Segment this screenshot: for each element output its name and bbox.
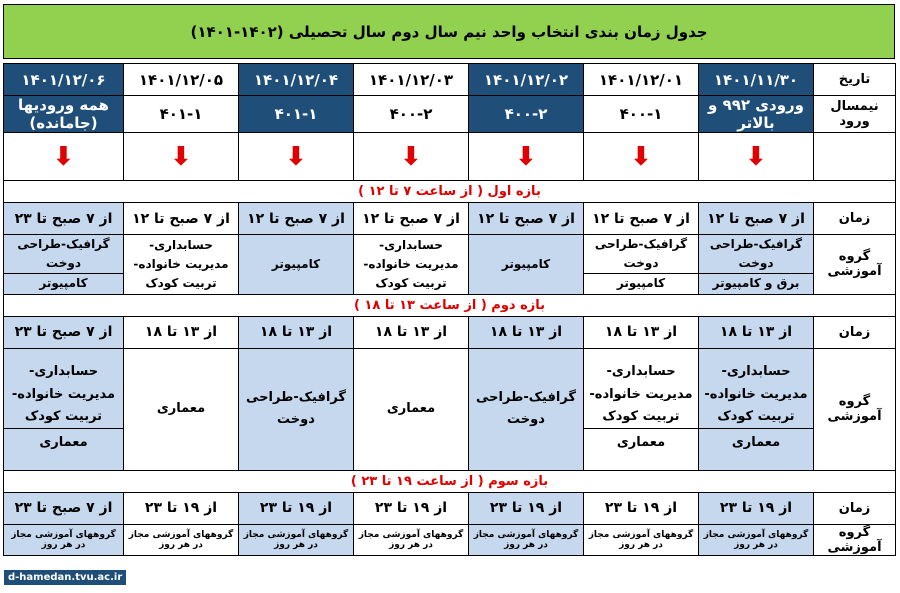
group-entry: گرافیک-طراحی دوخت [594,237,688,271]
group-entry: حسابداری- مدیریت خانواده- تربیت کودک [589,364,693,424]
semester-cell: ۴۰۱-۱ [239,96,354,133]
time-cell: از ۱۳ تا ۱۸ [239,316,354,348]
time-cell: از ۷ صبح تا ۱۲ [239,203,354,235]
period-band: بازه سوم ( از ساعت ۱۹ تا ۲۳ ) [4,470,896,492]
down-arrow-icon: ⬇ [285,141,307,172]
time-cell: از ۷ صبح تا ۲۳ [4,203,124,235]
group-cell [4,524,124,555]
time-cell: از ۱۹ تا ۲۳ [699,492,814,524]
date-cell: ۱۴۰۱/۱۲/۰۱ [584,64,699,96]
arrow-cell [354,133,469,181]
group-cell [469,524,584,555]
time-cell: از ۱۹ تا ۲۳ [469,492,584,524]
group-entry: برق و کامپیوتر [699,273,813,293]
time-cell: از ۷ صبح تا ۱۲ [124,203,239,235]
group-cell [124,524,239,555]
time-cell: از ۷ صبح تا ۲۳ [4,492,124,524]
group-entry: معماری [386,401,436,417]
group-entry: گروههای آموزشی مجاز در هر روز [473,529,579,550]
group-row [4,235,896,295]
semester-cell: ورودی ۹۹۲ و بالاتر [699,96,814,133]
semester-label: نیمسال ورود [814,96,896,133]
group-cell [699,524,814,555]
group-entry: حسابداری- مدیریت خانواده- تربیت کودک [133,237,229,290]
semester-cell: ۴۰۰-۲ [469,96,584,133]
group-entry: کامپیوتر [584,273,698,293]
group-cell [124,235,239,295]
group-cell [584,348,699,470]
time-cell: از ۷ صبح تا ۱۲ [354,203,469,235]
group-entry: گروههای آموزشی مجاز در هر روز [128,529,234,550]
time-row [4,316,896,348]
group-label: گروه آموزشی [814,348,896,470]
time-row [4,492,896,524]
group-cell [354,348,469,470]
down-arrow-icon: ⬇ [400,141,422,172]
down-arrow-icon: ⬇ [515,141,537,172]
date-cell: ۱۴۰۱/۱۲/۰۶ [4,64,124,96]
down-arrow-icon: ⬇ [745,141,767,172]
semester-cell: ۴۰۰-۱ [584,96,699,133]
down-arrow-icon: ⬇ [52,141,75,172]
semester-cell: همه ورودیها (جامانده) [4,96,124,133]
group-entry: حسابداری- مدیریت خانواده- تربیت کودک [363,237,459,290]
time-cell: از ۷ صبح تا ۱۲ [699,203,814,235]
period-band-row [4,470,896,492]
group-cell [469,235,584,295]
group-cell [699,348,814,470]
group-entry: گرافیک-طراحی دوخت [476,389,576,428]
time-cell: از ۱۹ تا ۲۳ [124,492,239,524]
arrow-cell [4,133,124,181]
group-cell [239,348,354,470]
time-cell: از ۷ صبح تا ۱۲ [469,203,584,235]
down-arrow-icon: ⬇ [170,141,192,172]
period-band-row [4,294,896,316]
group-cell [4,235,124,295]
arrow-cell [699,133,814,181]
arrow-row [4,133,896,181]
semester-row [4,96,896,133]
time-label: زمان [814,492,896,524]
group-label: گروه آموزشی [814,235,896,295]
page-title: جدول زمان بندی انتخاب واحد نیم سال دوم سال تحصیلی (۱۴۰۲-۱۴۰۱) [3,4,895,59]
group-entry: حسابداری- مدیریت خانواده- تربیت کودک [11,364,116,424]
group-entry: کامپیوتر [4,273,123,293]
arrow-cell [469,133,584,181]
group-entry: گروههای آموزشی مجاز در هر روز [243,529,349,550]
group-entry: گروههای آموزشی مجاز در هر روز [11,529,116,550]
semester-cell: ۴۰۱-۱ [124,96,239,133]
group-cell [584,235,699,295]
time-cell: از ۷ صبح تا ۲۳ [4,316,124,348]
site-watermark: d-hamedan.tvu.ac.ir [4,570,126,585]
group-cell [584,524,699,555]
time-cell: از ۱۹ تا ۲۳ [584,492,699,524]
date-row [4,64,896,96]
time-label: زمان [814,316,896,348]
date-cell: ۱۴۰۱/۱۱/۳۰ [699,64,814,96]
group-entry: کامپیوتر [501,256,551,271]
date-label: تاریخ [814,64,896,96]
group-cell [4,348,124,470]
group-entry: معماری [584,428,698,457]
group-entry: گروههای آموزشی مجاز در هر روز [358,529,464,550]
time-cell: از ۷ صبح تا ۱۲ [584,203,699,235]
time-row [4,203,896,235]
time-cell: از ۱۳ تا ۱۸ [584,316,699,348]
date-cell: ۱۴۰۱/۱۲/۰۴ [239,64,354,96]
arrow-cell [239,133,354,181]
arrow-cell [124,133,239,181]
schedule-table [3,63,896,556]
date-cell: ۱۴۰۱/۱۲/۰۳ [354,64,469,96]
time-cell: از ۱۳ تا ۱۸ [124,316,239,348]
time-cell: از ۱۳ تا ۱۸ [354,316,469,348]
group-entry: گرافیک-طراحی دوخت [17,237,110,271]
group-entry: گروههای آموزشی مجاز در هر روز [588,529,694,550]
time-cell: از ۱۹ تا ۲۳ [354,492,469,524]
group-row [4,524,896,555]
time-cell: از ۱۳ تا ۱۸ [699,316,814,348]
date-cell: ۱۴۰۱/۱۲/۰۲ [469,64,584,96]
group-entry: معماری [699,428,813,457]
group-entry: حسابداری- مدیریت خانواده- تربیت کودک [704,364,808,424]
time-cell: از ۱۳ تا ۱۸ [469,316,584,348]
time-label: زمان [814,203,896,235]
period-band-row [4,181,896,203]
period-band: بازه دوم ( از ساعت ۱۳ تا ۱۸ ) [4,294,896,316]
group-entry: گرافیک-طراحی دوخت [709,237,803,271]
down-arrow-icon: ⬇ [630,141,652,172]
group-cell [699,235,814,295]
group-cell [354,524,469,555]
group-cell [354,235,469,295]
group-label: گروه آموزشی [814,524,896,555]
group-row [4,348,896,470]
arrow-row-label [814,133,896,181]
group-entry: معماری [4,428,123,457]
arrow-cell [584,133,699,181]
group-entry: معماری [156,401,206,417]
group-entry: گروههای آموزشی مجاز در هر روز [703,529,809,550]
semester-cell: ۴۰۰-۲ [354,96,469,133]
group-cell [124,348,239,470]
group-cell [239,235,354,295]
group-entry: گرافیک-طراحی دوخت [246,389,346,428]
period-band: بازه اول ( از ساعت ۷ تا ۱۲ ) [4,181,896,203]
group-entry: کامپیوتر [271,256,321,271]
group-cell [239,524,354,555]
date-cell: ۱۴۰۱/۱۲/۰۵ [124,64,239,96]
time-cell: از ۱۹ تا ۲۳ [239,492,354,524]
group-cell [469,348,584,470]
